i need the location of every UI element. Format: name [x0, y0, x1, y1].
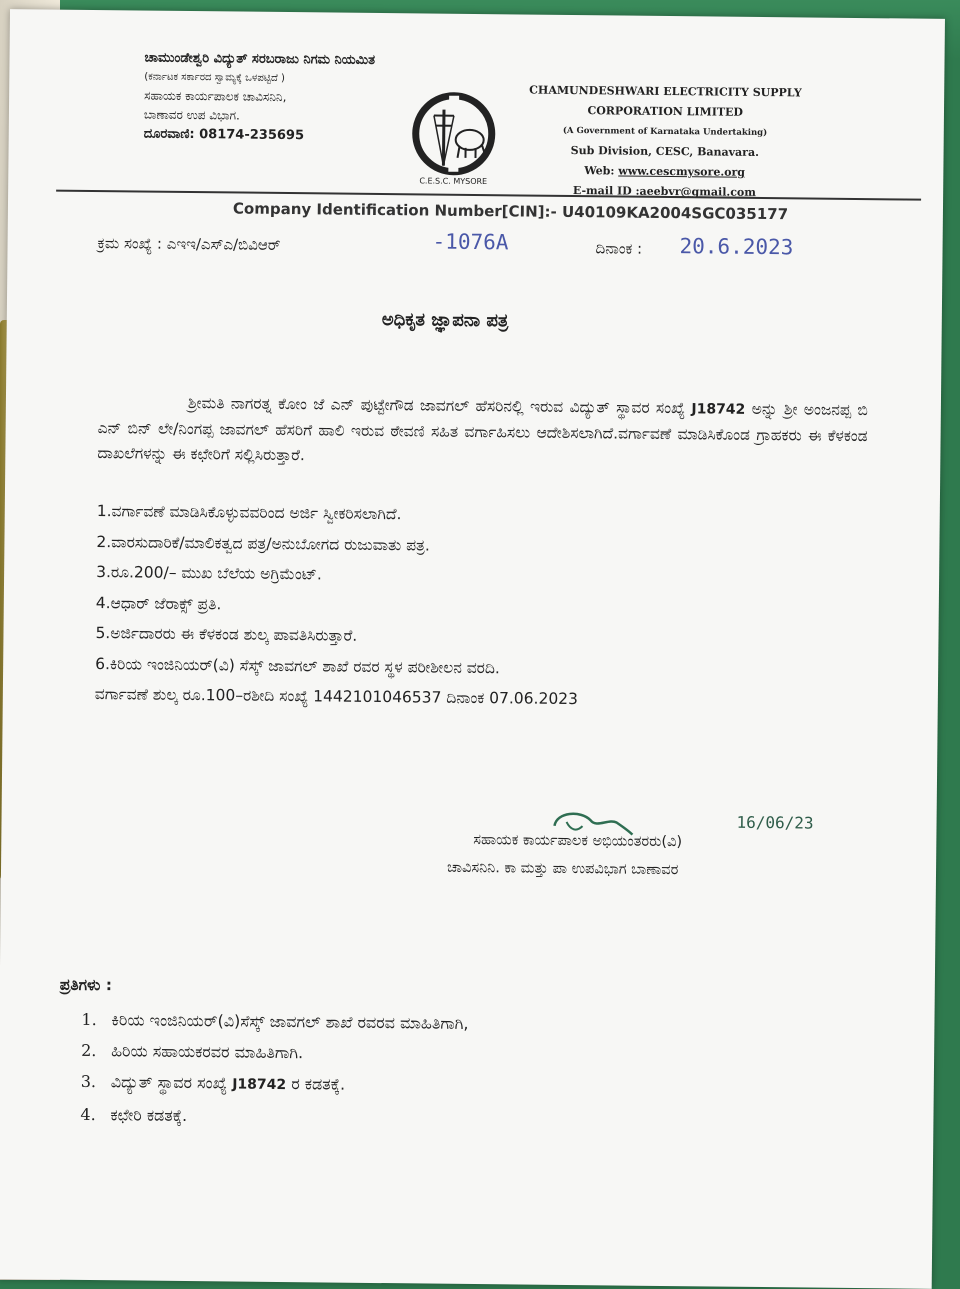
list-item [81, 1004, 468, 1039]
list-item: 4.ಆಧಾರ್ ಜೆರಾಕ್ಸ್ ಪ್ರತಿ. [96, 588, 579, 624]
item-number: 4. [80, 1099, 110, 1130]
reference-label: ಕ್ರಮ ಸಂಖ್ಯೆ : ಎಇಇ/ಎಸ್ಎ/ಬಿವಿಆರ್ [97, 234, 280, 254]
website-line [528, 161, 801, 184]
item-text: ಹಿರಿಯ ಸಹಾಯಕರವರ ಮಾಹಿತಿಗಾಗಿ. [111, 1041, 303, 1062]
email-label: E-mail ID : [573, 184, 640, 198]
item-text: ವಿದ್ಯುತ್ ಸ್ಥಾವರ ಸಂಖ್ಯೆ [111, 1072, 233, 1092]
cin-line: Company Identification Number[CIN]:- U40109KA2004SGC035177 [233, 199, 788, 223]
list-item: 3.ರೂ.200/– ಮುಖ ಬೆಲೆಯ ಅಗ್ರಿಮೆಂಟ್. [96, 557, 579, 593]
govt-undertaking: (A Government of Karnataka Undertaking) [529, 121, 802, 144]
item-number: 2. [81, 1035, 111, 1066]
copies-list [80, 1004, 468, 1134]
body-text-2: ಅನ್ನು ಶ್ರೀ ಅಂಜನಪ್ಪ ಬಿ ಎನ್ ಬಿನ್ ಲೇ/ನಿಂಗಪ್ಪ ಜಾವಗಲ್ ಹೆಸರಿಗೆ ಹಾಲಿ ಇರುವ ಠೇವಣಿ ಸಹಿತ ವರ್ಗಾಹಿಸಲು ಆದೇಶಿಸಲಾಗಿದೆ.ವರ್ಗಾವಣೆ ಮಾಡಿಸಿಕೊಂಡ ಗ್ರಾಹಕರು ಈ ಕೆಳಕಂಡ ದಾಖಲೆಗಳನ್ನು ಈ ಕಛೇರಿಗೆ ಸಲ್ಲಿಸಿರುತ್ತಾರೆ. [97, 400, 868, 464]
phone-number: ದೂರವಾಣಿ: 08174-235695 [144, 125, 375, 146]
copies-heading: ಪ್ರತಿಗಳು : [60, 976, 112, 996]
email-line [528, 181, 801, 204]
govt-note: (ಕರ್ನಾಟಕ ಸರ್ಕಾರದ ಸ್ವಾಮ್ಯಕ್ಕೆ ಒಳಪಟ್ಟಿದೆ ) [144, 68, 375, 89]
item-number: 3. [81, 1066, 111, 1097]
installation-number: J18742 [232, 1076, 286, 1093]
list-item: 2.ವಾರಸುದಾರಿಕೆ/ಮಾಲಿಕತ್ವದ ಪತ್ರ/ಅನುಬೋಗದ ರುಜುವಾತು ಪತ್ರ. [96, 527, 579, 563]
body-text-1: ಶ್ರೀಮತಿ ನಾಗರತ್ನ ಕೋಂ ಜೆ ಎನ್ ಪುಟ್ಟೇಗೌಡ ಜಾವಗಲ್ ಹೆಸರಿನಲ್ಲಿ ಇರುವ ವಿದ್ಯುತ್ ಸ್ಥಾವರ ಸಂಖ್ಯೆ [188, 394, 692, 417]
header-left [144, 49, 375, 146]
signature-date-handwritten: 16/06/23 [736, 813, 813, 833]
item-text: ರ ಕಡತಕ್ಕೆ. [286, 1074, 345, 1094]
documents-list [95, 496, 580, 715]
list-item [81, 1066, 468, 1103]
body-paragraph [97, 390, 868, 474]
list-item [81, 1035, 468, 1070]
signatory-designation: ಸಹಾಯಕ ಕಾರ್ಯಪಾಲಕ ಅಭಿಯಂತರರು(ವಿ) [473, 832, 682, 850]
signatory-office: ಚಾವಿಸನಿನಿ. ಕಾ ಮತ್ತು ಪಾ ಉಪವಿಭಾಗ ಬಾಣಾವರ [447, 860, 678, 878]
date-handwritten: 20.6.2023 [679, 234, 793, 259]
header-right [528, 81, 802, 204]
installation-number: J18742 [691, 401, 745, 418]
item-number: 1. [81, 1004, 111, 1035]
fee-line: ವರ್ಗಾವಣೆ ಶುಲ್ಕ ರೂ.100–ರಶೀದಿ ಸಂಖ್ಯೆ 1442101046537 ದಿನಾಂಕ 07.06.2023 [95, 679, 578, 715]
list-item: 1.ವರ್ಗಾವಣೆ ಮಾಡಿಸಿಕೊಳ್ಳುವವರಿಂದ ಅರ್ಜಿ ಸ್ವೀಕರಿಸಲಾಗಿದೆ. [97, 496, 580, 532]
list-item: 6.ಕಿರಿಯ ಇಂಜಿನಿಯರ್(ವಿ) ಸೆಸ್ಕ್ ಜಾವಗಲ್ ಶಾಖೆ ರವರ ಸ್ಥಳ ಪರೀಶೀಲನ ವರದಿ. [95, 649, 578, 685]
item-text: ಕಛೇರಿ ಕಡತಕ್ಕೆ. [110, 1105, 187, 1125]
company-name-line1: CHAMUNDESHWARI ELECTRICITY SUPPLY [529, 81, 802, 104]
list-item [80, 1099, 467, 1134]
reference-number-handwritten: -1076A [432, 230, 508, 255]
website-link[interactable]: www.cescmysore.org [618, 164, 745, 178]
company-name-line2: CORPORATION LIMITED [529, 101, 802, 124]
office-name: ಸಹಾಯಕ ಕಾರ್ಯಪಾಲಕ ಚಾವಿಸನಿನಿ, [144, 87, 375, 108]
memo-title: ಅಧಿಕೃತ ಜ್ಞಾಪನಾ ಪತ್ರ [382, 309, 509, 331]
letter-page [0, 9, 945, 1289]
list-item: 5.ಅರ್ಜಿದಾರರು ಈ ಕೆಳಕಂಡ ಶುಲ್ಕ ಪಾವತಿಸಿರುತ್ತಾರೆ. [95, 618, 578, 654]
cesc-logo-icon [403, 85, 504, 186]
logo-text: C.E.S.C. MYSORE [419, 176, 487, 186]
email-link[interactable]: aeebvr@gmail.com [640, 185, 756, 199]
date-label: ದಿನಾಂಕ : [595, 239, 642, 257]
org-name-kannada: ಚಾಮುಂಡೇಶ್ವರಿ ವಿದ್ಯುತ್ ಸರಬರಾಜು ನಿಗಮ ನಿಯಮಿತ [144, 49, 375, 70]
web-label: Web: [584, 164, 614, 177]
sub-division-kannada: ಬಾಣಾವರ ಉಪ ವಿಭಾಗ. [144, 106, 375, 127]
item-text: ಕಿರಿಯ ಇಂಜಿನಿಯರ್(ವಿ)ಸೆಸ್ಕ್ ಜಾವಗಲ್ ಶಾಖೆ ರವರವ ಮಾಹಿತಿಗಾಗಿ, [111, 1010, 468, 1033]
sub-division: Sub Division, CESC, Banavara. [528, 141, 801, 164]
